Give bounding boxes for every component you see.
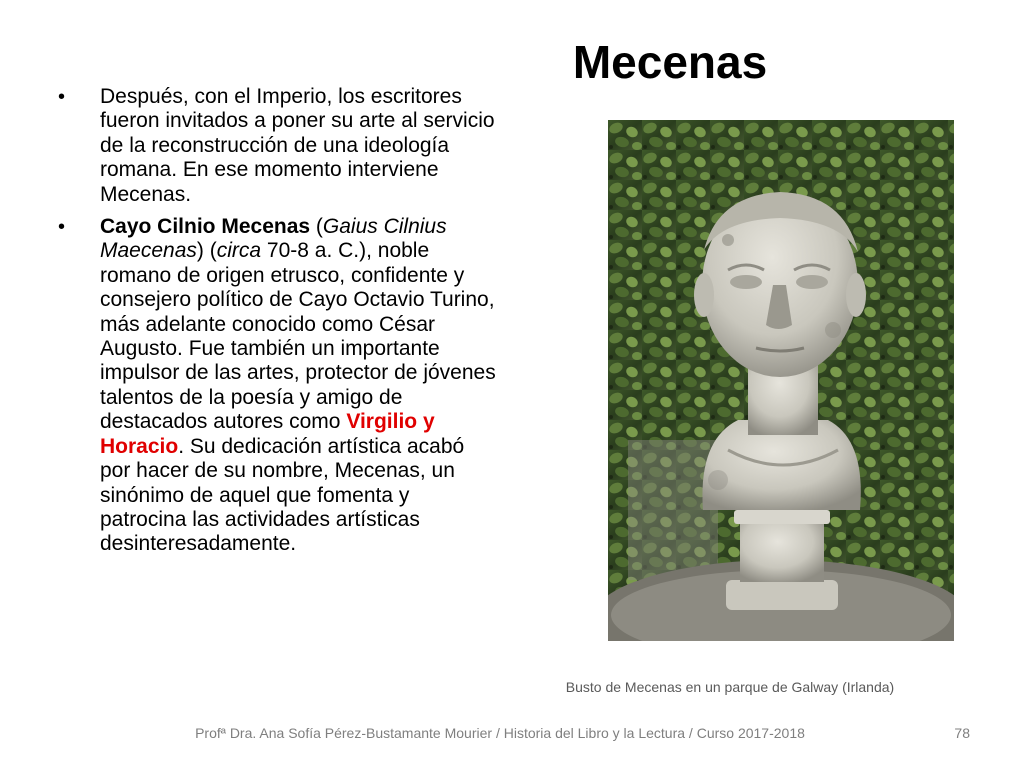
bullet-item — [58, 85, 498, 207]
bust-photo — [608, 120, 954, 641]
bullet-list — [58, 85, 498, 565]
circa-word: circa — [216, 239, 262, 263]
bullet-text: Después, con el Imperio, los escritores fueron invitados a poner su arte al servicio de la reconstrucción de una ideología romana. En ese momento interviene Mecenas. — [100, 85, 495, 206]
slide-title: Mecenas — [572, 36, 768, 88]
text-segment: ) ( — [196, 239, 217, 263]
text-segment: ( — [310, 215, 323, 239]
photo-caption: Busto de Mecenas en un parque de Galway (Irlanda) — [565, 679, 895, 695]
highlighted-authors: Virgilio y Horacio — [100, 410, 435, 458]
bullet-item — [58, 215, 498, 557]
bust-illustration — [608, 120, 954, 641]
text-segment: 70-8 a. C.), noble romano de origen etrusco, confidente y consejero político de Cayo Octavio Turino, más adelante conocido como César Augusto. Fue también un importante impulsor de las artes, protector de jóvenes talentos de la poesía y amigo de destacados autores como — [100, 239, 496, 434]
text-segment: . Su dedicación artística acabó por hacer de su nombre, Mecenas, un sinónimo de aquel que fomenta y patrocina las actividades artísticas desinteresadamente. — [100, 434, 465, 556]
bold-name: Cayo Cilnio Mecenas — [100, 215, 311, 239]
bullet-marker: • — [58, 216, 66, 239]
slide-footer: Profª Dra. Ana Sofía Pérez-Bustamante Mourier / Historia del Libro y la Lectura / Curso 2017-2018 — [195, 725, 805, 741]
latin-name: Gaius Cilnius Maecenas — [100, 215, 447, 263]
bullet-marker: • — [58, 86, 66, 108]
page-number: 78 — [954, 725, 970, 741]
